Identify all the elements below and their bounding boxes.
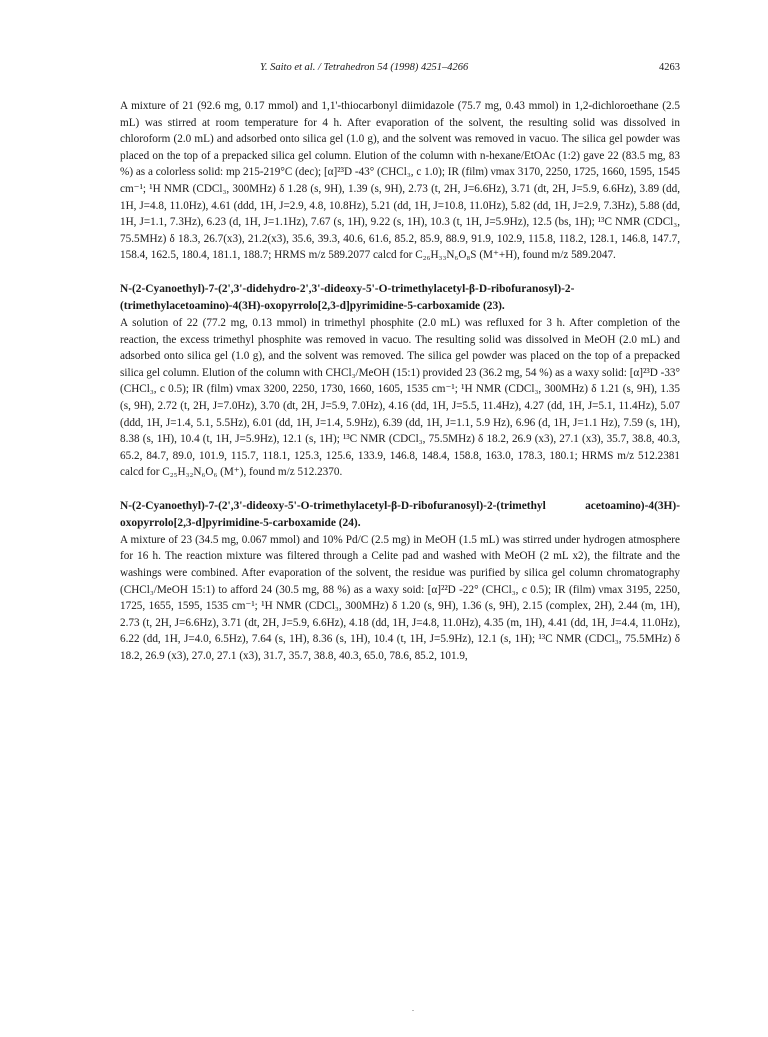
paragraph-compound-23-synthesis: A solution of 22 (77.2 mg, 0.13 mmol) in trimethyl phosphite (2.0 mL) was refluxed for 3 h. After completion of the reaction, the excess trimethyl phosphite was removed in vacuo. The resulting solid was dissolved in MeOH (2.0 mL) and adsorbed onto silica gel (1.0 g), and the solvent was removed. The silica gel powder was placed on the top of a prepacked silica gel column. Elution of the column with CHCl₃/MeOH (15:1) provided 23 (36.2 mg, 54 %) as a waxy solid: [α]²³D -33° (CHCl₃, c 0.5); IR (film) νmax 3200, 2250, 1730, 1660, 1605, 1535 cm⁻¹; ¹H NMR (CDCl₃, 300MHz) δ 1.21 (s, 9H), 1.35 (s, 9H), 2.72 (t, 2H, J=7.0Hz), 3.70 (dt, 2H, J=5.9, 7.0Hz), 4.16 (dd, 1H, J=5.5, 11.4Hz), 4.27 (dd, 1H, J=5.1, 11.4Hz), 5.07 (ddd, 1H, J=1.4, 5.1, 5.5Hz), 6.01 (dd, 1H, J=1.4, 5.9Hz), 6.39 (dd, 1H, J=1.1, 5.9 Hz), 6.96 (d, 1H, J=1.1 Hz), 7.59 (s, 1H), 8.38 (s, 1H), 10.4 (t, 1H, J=5.9Hz), 12.1 (s, 1H); ¹³C NMR (CDCl₃, 75.5MHz) δ 18.2, 26.9 (x3), 27.1 (x3), 35.7, 38.8, 40.3, 65.2, 84.7, 89.0, 101.9, 115.7, 118.1, 125.3, 125.6, 133.9, 146.8, 148.4, 158.8, 163.0, 178.3, 180.1; HRMS m/z 512.2381 calcd for C₂₅H₃₂N₆O₆ (M⁺), found m/z 512.2370. <box>120 316 680 479</box>
page-header <box>120 62 680 78</box>
section-gap <box>120 264 680 281</box>
heading-compound-23: N-(2-Cyanoethyl)-7-(2',3'-didehydro-2',3'-dideoxy-5'-O-trimethylacetyl-β-D-ribofuranosyl)-2-(trimethylacetoamino)-4(3H)-oxopyrrolo[2,3-d]pyrimidine-5-carboxamide (23). <box>120 282 575 312</box>
section-gap <box>120 481 680 498</box>
page-number: 4263 <box>659 62 680 73</box>
paragraph-compound-22-synthesis: A mixture of 21 (92.6 mg, 0.17 mmol) and 1,1'-thiocarbonyl diimidazole (75.7 mg, 0.43 mmol) in 1,2-dichloroethane (2.5 mL) was stirred at room temperature for 4 h. After evaporation of the solvent, the resulting solid was dissolved in chloroform (2.0 mL) and adsorbed onto silica gel (1.0 g), and the solvent was removed in vacuo. The silica gel powder was placed on the top of a prepacked silica gel column. Elution of the column with n-hexane/EtOAc (1:2) gave 22 (83.5 mg, 83 %) as a colorless solid: mp 215-219°C (dec); [α]²³D -43° (CHCl₃, c 1.0); IR (film) νmax 3170, 2250, 1725, 1660, 1595, 1545 cm⁻¹; ¹H NMR (CDCl₃, 300MHz) δ 1.28 (s, 9H), 1.39 (s, 9H), 2.73 (t, 2H, J=6.6Hz), 3.71 (dt, 2H, J=5.9, 6.6Hz), 3.89 (dd, 1H, J=4.8, 11.0Hz), 4.61 (ddd, 1H, J=2.9, 4.8, 10.8Hz), 5.21 (dd, 1H, J=10.8, 11.0Hz), 5.82 (dd, 1H, J=2.9, 7.3Hz), 5.88 (dd, 1H, J=1.1, 7.3Hz), 6.23 (d, 1H, J=1.1Hz), 7.67 (s, 1H), 9.22 (s, 1H), 10.3 (t, 1H, J=5.9Hz), 12.5 (bs, 1H); ¹³C NMR (CDCl₃, 75.5MHz) δ 18.3, 26.7(x3), 21.2(x3), 35.6, 39.3, 40.6, 61.6, 85.2, 85.9, 88.9, 91.9, 102.9, 115.8, 118.2, 128.1, 146.8, 147.7, 158.4, 162.5, 180.4, 181.1, 188.7; HRMS m/z 589.2077 calcd for C₂₆H₃₃N₆O₈S (M⁺+H), found m/z 589.2047. <box>120 100 680 262</box>
article-body <box>120 98 680 665</box>
heading-compound-24: N-(2-Cyanoethyl)-7-(2',3'-dideoxy-5'-O-trimethylacetyl-β-D-ribofuranosyl)-2-(trimethyl acetoamino)-4(3H)-oxopyrrolo[2,3-d]pyrimidine-5-carboxamide (24). <box>120 499 680 529</box>
running-title: Y. Saito et al. / Tetrahedron 54 (1998) 4251–4266 <box>260 62 469 73</box>
scan-speck <box>412 1010 414 1011</box>
paragraph-compound-24-synthesis: A mixture of 23 (34.5 mg, 0.067 mmol) and 10% Pd/C (2.5 mg) in MeOH (1.5 mL) was stirred under hydrogen atmosphere for 16 h. The reaction mixture was filtered through a Celite pad and washed with MeOH (2 mL x2), the filtrate and the washings were combined. After evaporation of the solvent, the residue was purified by silica gel column chromatography (CHCl₃/MeOH 15:1) to afford 24 (30.5 mg, 88 %) as a waxy soid: [α]²²D -22° (CHCl₃, c 0.5); IR (film) νmax 3195, 2250, 1725, 1655, 1595, 1535 cm⁻¹; ¹H NMR (CDCl₃, 300MHz) δ 1.20 (s, 9H), 1.36 (s, 9H), 2.15 (complex, 2H), 2.44 (m, 1H), 2.73 (t, 2H, J=6.6Hz), 3.71 (dt, 2H, J=5.9, 6.6Hz), 4.18 (dd, 1H, J=4.8, 11.0Hz), 4.35 (m, 1H), 4.41 (dd, 1H, J=4.4, 11.0Hz), 6.22 (dd, 1H, J=4.0, 6.5Hz), 7.64 (s, 1H), 8.36 (s, 1H), 10.4 (t, 1H, J=5.9Hz), 12.1 (s, 1H); ¹³C NMR (CDCl₃, 75.5MHz) δ 18.2, 26.9 (x3), 27.0, 27.1 (x3), 31.7, 35.7, 38.8, 40.3, 65.0, 78.6, 85.2, 101.9, <box>120 533 680 663</box>
